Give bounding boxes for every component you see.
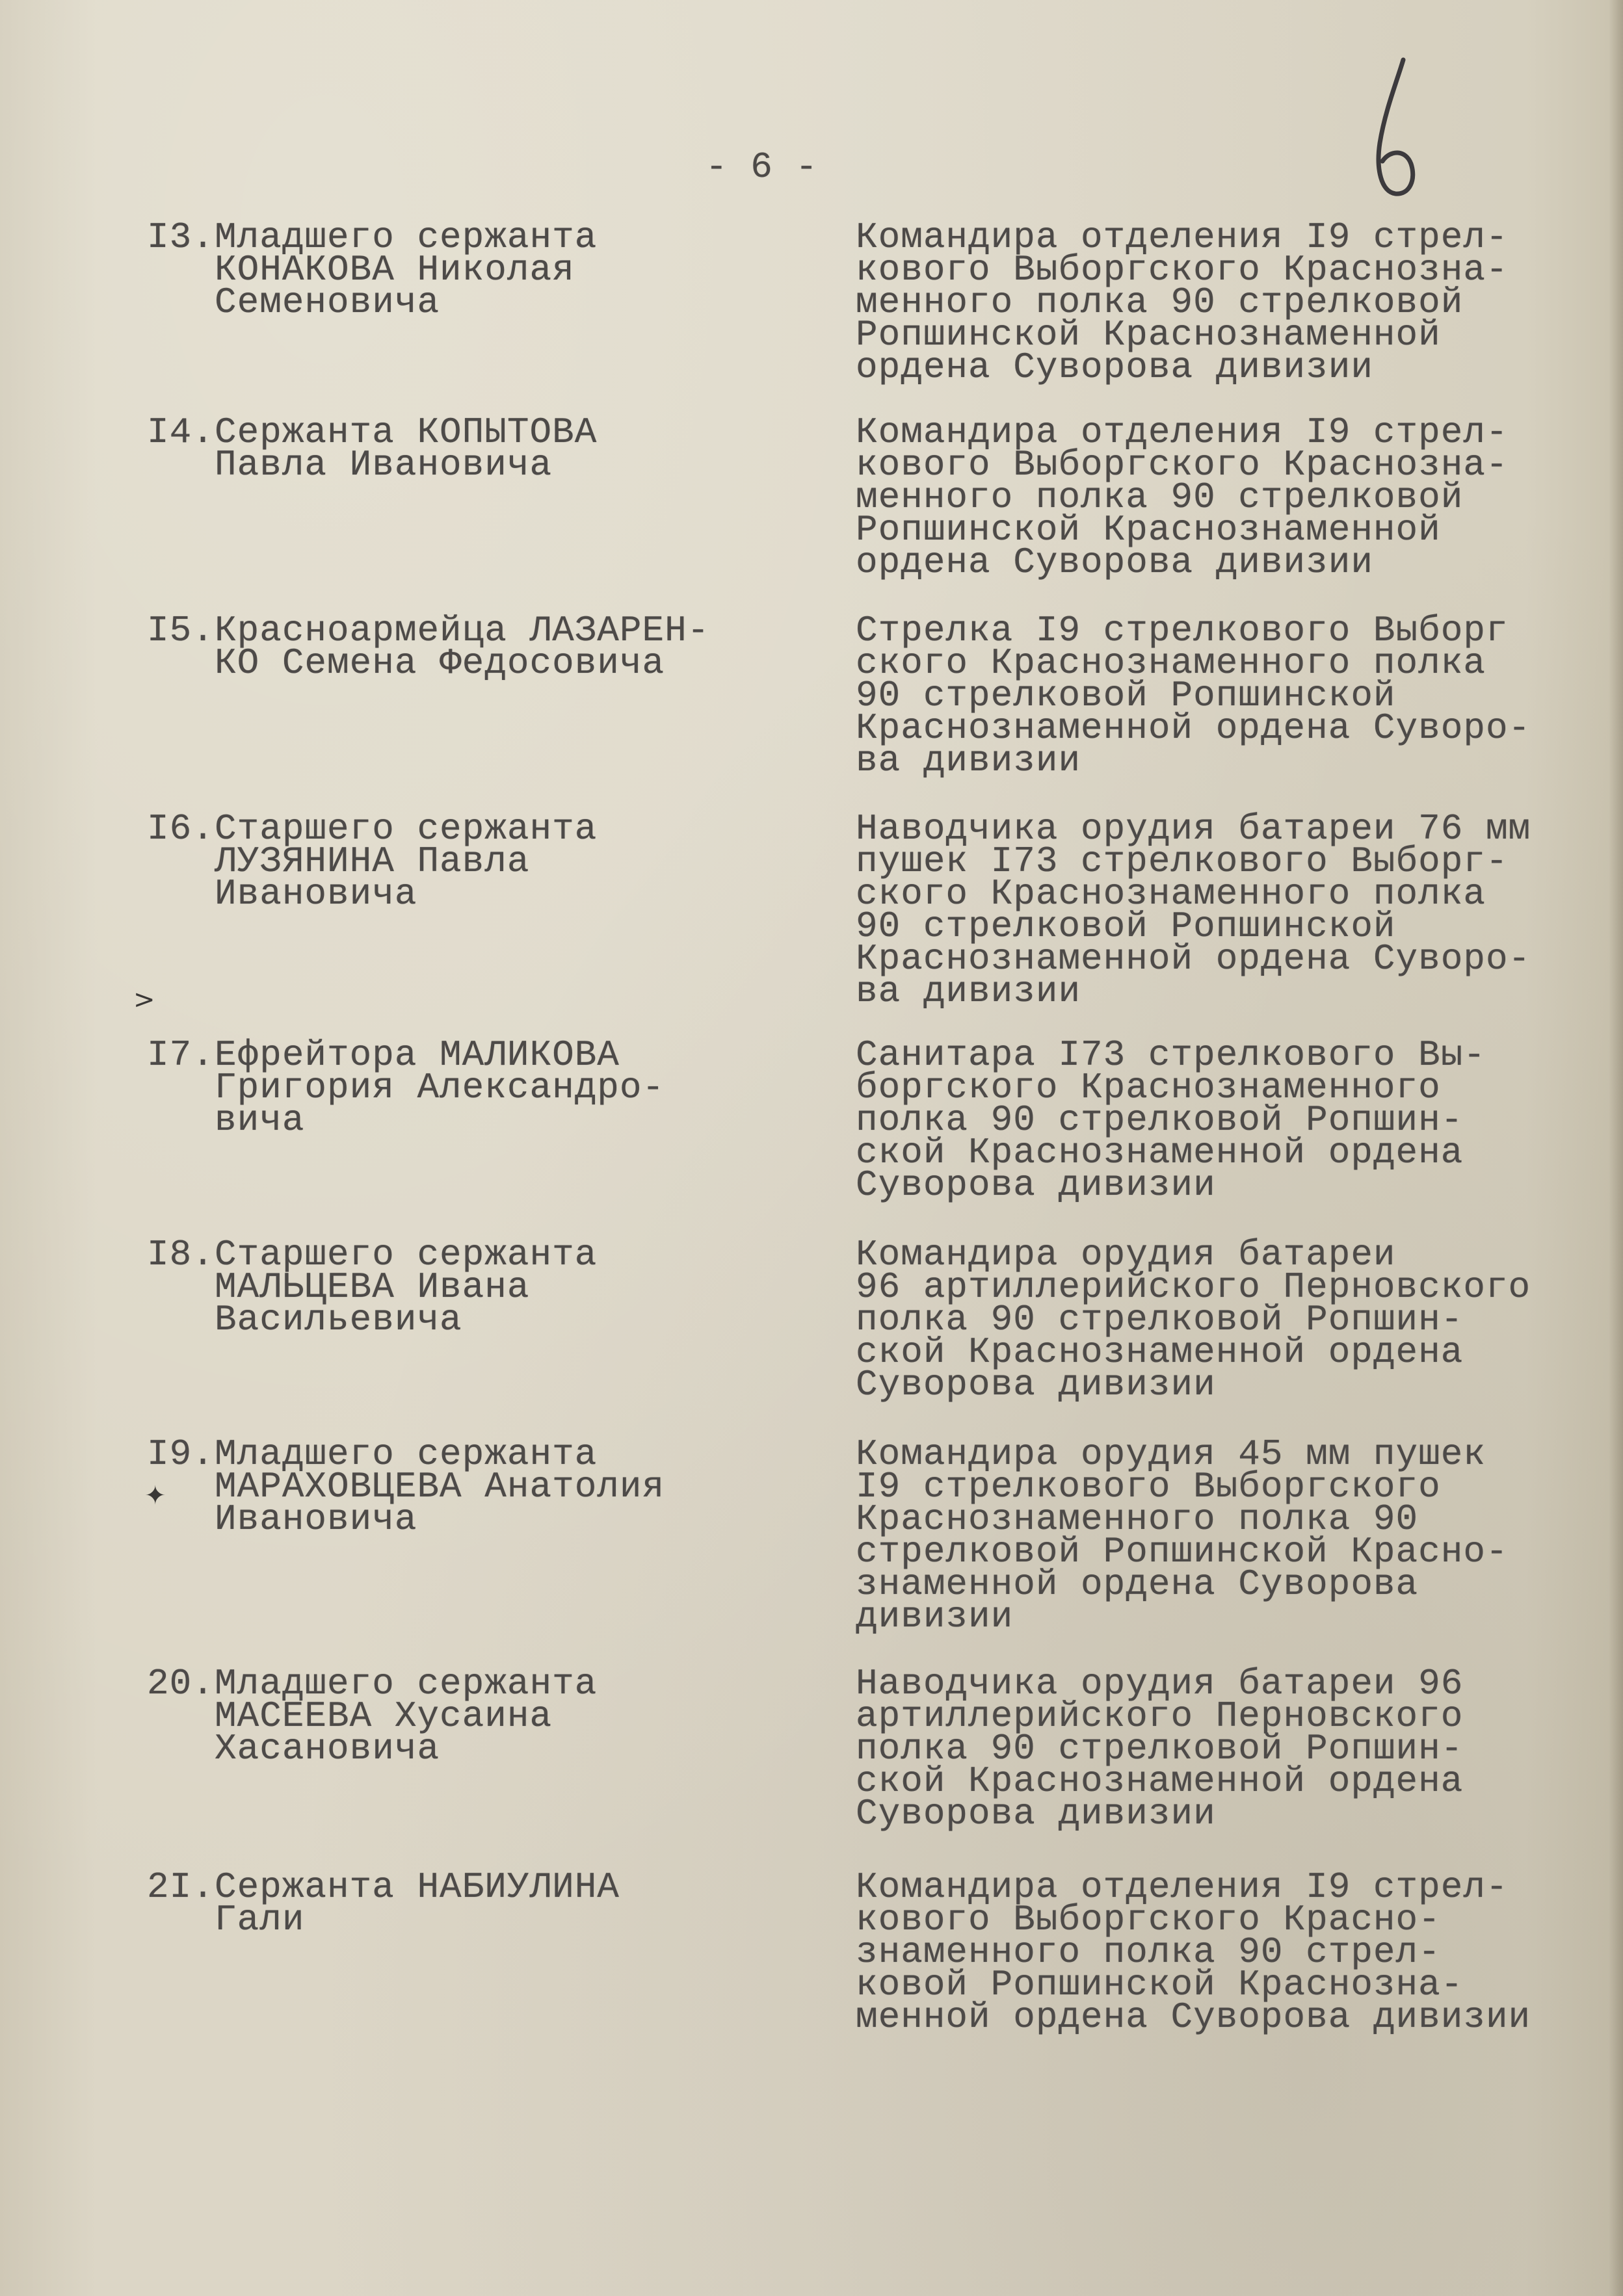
description-line: Наводчика орудия батареи 76 мм (856, 808, 1531, 850)
description-line: менного полка 90 стрелковой (856, 281, 1464, 323)
description-line: Краснознаменной ордена Суворо- (856, 938, 1531, 980)
paper-edge-shadow (1609, 0, 1623, 2296)
description-line: ковой Ропшинской Краснозна- (856, 1964, 1464, 2005)
name-line: Семеновича (215, 281, 440, 323)
entry-description (856, 808, 1597, 1012)
description-line: полка 90 стрелковой Ропшин- (856, 1728, 1464, 1769)
description-line: полка 90 стрелковой Ропшин- (856, 1099, 1464, 1141)
description-line: 90 стрелковой Ропшинской (856, 675, 1396, 716)
entry-name (215, 808, 735, 915)
description-line: Суворова дивизии (856, 1164, 1216, 1206)
name-line: Ивановича (215, 1498, 417, 1540)
name-line: Павла Ивановича (215, 444, 553, 486)
description-line: дивизии (856, 1596, 1014, 1637)
name-line: Сержанта КОПЫТОВА (215, 411, 598, 453)
description-line: 90 стрелковой Ропшинской (856, 906, 1396, 947)
description-line: Ропшинской Краснознаменной (856, 509, 1441, 551)
name-line: Григория Александро- (215, 1067, 665, 1108)
description-line: Суворова дивизии (856, 1364, 1216, 1405)
entry-description (856, 411, 1597, 583)
description-line: Краснознаменной ордена Суворо- (856, 707, 1531, 749)
name-line: МАСЕЕВА Хусаина (215, 1695, 553, 1737)
description-line: Наводчика орудия батареи 96 (856, 1663, 1464, 1704)
description-line: Санитара I73 стрелкового Вы- (856, 1034, 1486, 1076)
name-line: Младшего сержанта (215, 1433, 598, 1475)
entry-name (215, 1866, 735, 1940)
entry-name (215, 1663, 735, 1769)
description-line: ской Краснознаменной ордена (856, 1132, 1464, 1173)
name-line: Красноармейца ЛАЗАРЕН- (215, 610, 710, 651)
name-line: Младшего сержанта (215, 216, 598, 258)
description-line: Командира орудия батареи (856, 1234, 1396, 1275)
name-line: Васильевича (215, 1299, 462, 1340)
description-line: Командира отделения I9 стрел- (856, 216, 1509, 258)
entry-description (856, 216, 1597, 388)
description-line: кового Выборгского Краснозна- (856, 444, 1509, 486)
description-line: пушек I73 стрелкового Выборг- (856, 841, 1509, 882)
description-line: ордена Суворова дивизии (856, 346, 1373, 388)
entry-description (856, 610, 1597, 781)
description-line: Суворова дивизии (856, 1793, 1216, 1834)
name-line: Ивановича (215, 873, 417, 915)
name-line: МАРАХОВЦЕВА Анатолия (215, 1466, 665, 1507)
entry-description (856, 1234, 1597, 1405)
description-line: I9 стрелкового Выборгского (856, 1466, 1441, 1507)
description-line: ского Краснознаменного полка (856, 873, 1486, 915)
description-line: кового Выборгского Краснозна- (856, 249, 1509, 291)
margin-tick-mark: > (133, 985, 155, 1015)
entry-number: I9. (147, 1433, 215, 1475)
description-line: Ропшинской Краснознаменной (856, 314, 1441, 356)
name-line: Гали (215, 1899, 305, 1940)
entry-description (856, 1663, 1597, 1834)
entry-number: I5. (147, 610, 215, 651)
name-line: ЛУЗЯНИНА Павла (215, 841, 530, 882)
name-line: Хасановича (215, 1728, 440, 1769)
description-line: менного полка 90 стрелковой (856, 476, 1464, 518)
entry-name (215, 1034, 735, 1141)
entry-name (215, 1433, 735, 1540)
description-line: Краснознаменного полка 90 (856, 1498, 1419, 1540)
description-line: полка 90 стрелковой Ропшин- (856, 1299, 1464, 1340)
handwritten-page-number (1352, 52, 1424, 208)
margin-ink-blot: ✦ (144, 1481, 166, 1511)
description-line: менной ордена Суворова дивизии (856, 1996, 1531, 2038)
description-line: ордена Суворова дивизии (856, 541, 1373, 583)
entry-number: 2I. (147, 1866, 215, 1908)
name-line: МАЛЬЦЕВА Ивана (215, 1266, 530, 1308)
description-line: Стрелка I9 стрелкового Выборг (856, 610, 1509, 651)
name-line: Старшего сержанта (215, 1234, 598, 1275)
entry-number: I8. (147, 1234, 215, 1275)
page-number: - 6 - (706, 146, 819, 188)
name-line: Младшего сержанта (215, 1663, 598, 1704)
entry-number: I7. (147, 1034, 215, 1076)
entry-name (215, 610, 735, 684)
name-line: вича (215, 1099, 305, 1141)
description-line: ва дивизии (856, 740, 1081, 781)
description-line: ского Краснознаменного полка (856, 642, 1486, 684)
description-line: стрелковой Ропшинской Красно- (856, 1531, 1509, 1572)
description-line: кового Выборгского Красно- (856, 1899, 1441, 1940)
entry-name (215, 1234, 735, 1340)
entry-description (856, 1433, 1597, 1637)
description-line: ской Краснознаменной ордена (856, 1331, 1464, 1373)
description-line: 96 артиллерийского Перновского (856, 1266, 1531, 1308)
name-line: КОНАКОВА Николая (215, 249, 575, 291)
name-line: КО Семена Федосовича (215, 642, 665, 684)
description-line: знаменного полка 90 стрел- (856, 1931, 1441, 1973)
entry-name (215, 216, 735, 323)
description-line: Командира отделения I9 стрел- (856, 1866, 1509, 1908)
entry-description (856, 1866, 1597, 2038)
entry-name (215, 411, 735, 486)
description-line: артиллерийского Перновского (856, 1695, 1464, 1737)
description-line: Командира орудия 45 мм пушек (856, 1433, 1486, 1475)
entry-number: I4. (147, 411, 215, 453)
name-line: Старшего сержанта (215, 808, 598, 850)
description-line: ва дивизии (856, 971, 1081, 1012)
name-line: Ефрейтора МАЛИКОВА (215, 1034, 620, 1076)
name-line: Сержанта НАБИУЛИНА (215, 1866, 620, 1908)
entry-number: I6. (147, 808, 215, 850)
entry-number: 20. (147, 1663, 215, 1704)
entry-number: I3. (147, 216, 215, 258)
entry-description (856, 1034, 1597, 1206)
description-line: Командира отделения I9 стрел- (856, 411, 1509, 453)
description-line: боргского Краснознаменного (856, 1067, 1441, 1108)
description-line: знаменной ордена Суворова (856, 1563, 1419, 1605)
description-line: ской Краснознаменной ордена (856, 1760, 1464, 1802)
